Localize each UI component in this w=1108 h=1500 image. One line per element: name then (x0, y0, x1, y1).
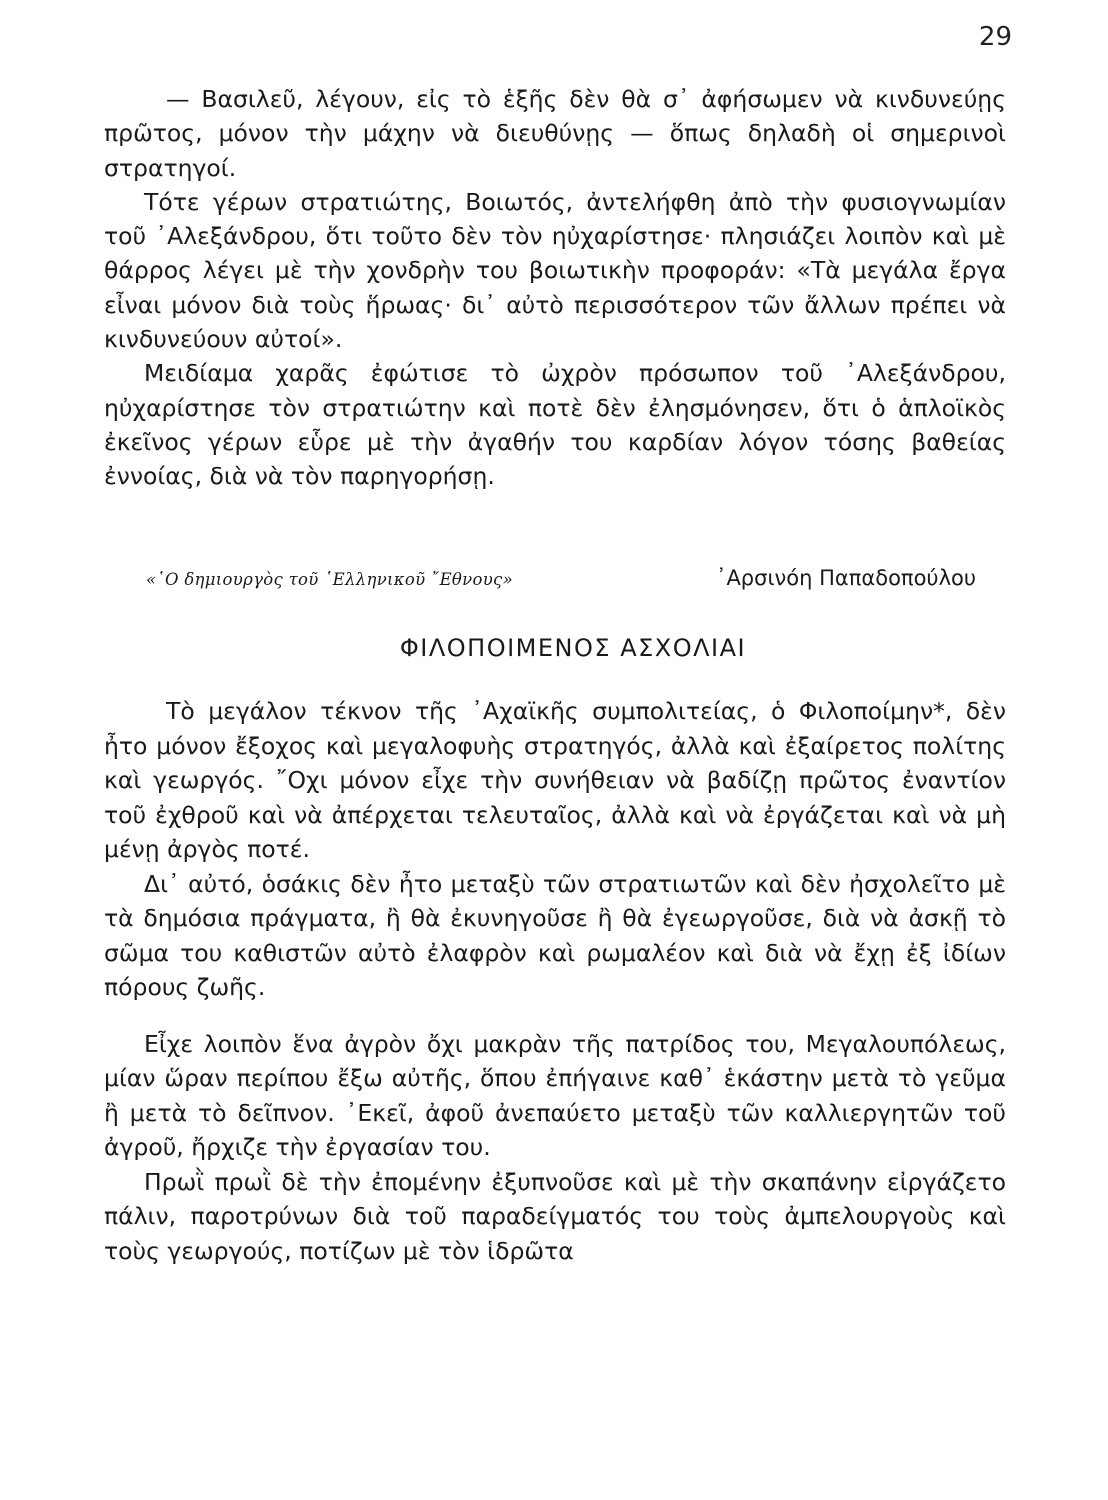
paragraph: — Βασιλεῦ, λέγουν, εἰς τὸ ἑξῆς δὲν θὰ σ᾽ ἀφήσωμεν νὰ κινδυνεύῃς πρῶτος, μόνον τὴν μάχην νὰ διευθύνῃς — ὅπως δηλαδὴ οἱ σημερινοὶ στρατηγοί. (104, 85, 1006, 182)
paragraph: Εἶχε λοιπὸν ἕνα ἀγρὸν ὄχι μακρὰν τῆς πατρίδος του, Μεγαλουπόλεως, μίαν ὥραν περίπου ἔξω αὐτῆς, ὅπου ἐπήγαινε καθ᾽ ἑκάστην μετὰ τὸ γεῦμα ἢ μετὰ τὸ δεῖπνον. ᾽Εκεῖ, ἀφοῦ ἀνεπαύετο μεταξὺ τῶν καλλιεργητῶν τοῦ ἀγροῦ, ἤρχιζε τὴν ἐργασίαν του. (104, 1029, 1006, 1161)
attribution (146, 566, 976, 590)
paragraph: Τὸ μεγάλον τέκνον τῆς ᾽Αχαϊκῆς συμπολιτείας, ὁ Φιλοποίμην*, δὲν ἦτο μόνον ἔξοχος καὶ μεγαλοφυὴς στρατηγός, ἀλλὰ καὶ ἐξαίρετος πολίτης καὶ γεωργός. ῎Οχι μόνον εἶχε τὴν συνήθειαν νὰ βαδίζῃ πρῶτος ἐναντίον τοῦ ἐχθροῦ καὶ νὰ ἀπέρχεται τελευταῖος, ἀλλὰ καὶ νὰ ἐργάζεται καὶ νὰ μὴ μένῃ ἀργὸς ποτέ. (104, 697, 1006, 863)
section-title: ΦΙΛΟΠΟΙΜΕΝΟΣ ΑΣΧΟΛΙΑΙ (399, 634, 747, 662)
attribution-source: «῾Ο δημιουργὸς τοῦ ῾Ελληνικοῦ ῎Εθνους» (146, 570, 513, 589)
bottom-text-block (104, 694, 1006, 1268)
attribution-author: ᾽Αρσινόη Παπαδοπούλου (715, 566, 976, 590)
paragraph: Τότε γέρων στρατιώτης, Βοιωτός, ἀντελήφθη ἀπὸ τὴν φυσιογνωμίαν τοῦ ᾽Αλεξάνδρου, ὅτι τοῦτο δὲν τὸν ηὐχαρίστησε· πλησιάζει λοιπὸν καὶ μὲ θάρρος λέγει μὲ τὴν χονδρὴν του βοιωτικὴν προφοράν: «Τὰ μεγάλα ἔργα εἶναι μόνον διὰ τοὺς ἥρωας· δι᾽ αὐτὸ περισσότερον τῶν ἄλλων πρέπει νὰ κινδυνεύουν αὐτοί». (104, 187, 1006, 354)
top-text-block (104, 82, 1006, 494)
paragraph: Δι᾽ αὐτό, ὁσάκις δὲν ἦτο μεταξὺ τῶν στρατιωτῶν καὶ δὲν ἠσχολεῖτο μὲ τὰ δημόσια πράγματα, ἢ θὰ ἐκυνηγοῦσε ἢ θὰ ἐγεωργοῦσε, διὰ νὰ ἀσκῇ τὸ σῶμα του καθιστῶν αὐτὸ ἐλαφρὸν καὶ ρωμαλέον καὶ διὰ νὰ ἔχῃ ἐξ ἰδίων πόρους ζωῆς. (104, 869, 1006, 1001)
paragraph: Πρωῒ πρωῒ δὲ τὴν ἐπομένην ἐξυπνοῦσε καὶ μὲ τὴν σκαπάνην εἰργάζετο πάλιν, παροτρύνων διὰ τοῦ παραδείγματός του τοὺς ἀμπελουργοὺς καὶ τοὺς γεωργούς, ποτίζων μὲ τὸν ἱδρῶτα (104, 1167, 1006, 1265)
page-number: 29 (978, 22, 1012, 52)
paragraph: Μειδίαμα χαρᾶς ἐφώτισε τὸ ὠχρὸν πρόσωπον τοῦ ᾽Αλεξάνδρου, ηὐχαρίστησε τὸν στρατιώτην καὶ ποτὲ δὲν ἐλησμόνησεν, ὅτι ὁ ἁπλοϊκὸς ἐκεῖνος γέρων εὗρε μὲ τὴν ἀγαθήν του καρδίαν λόγον τόσης βαθείας ἐννοίας, διὰ νὰ τὸν παρηγορήσῃ. (104, 359, 1006, 491)
